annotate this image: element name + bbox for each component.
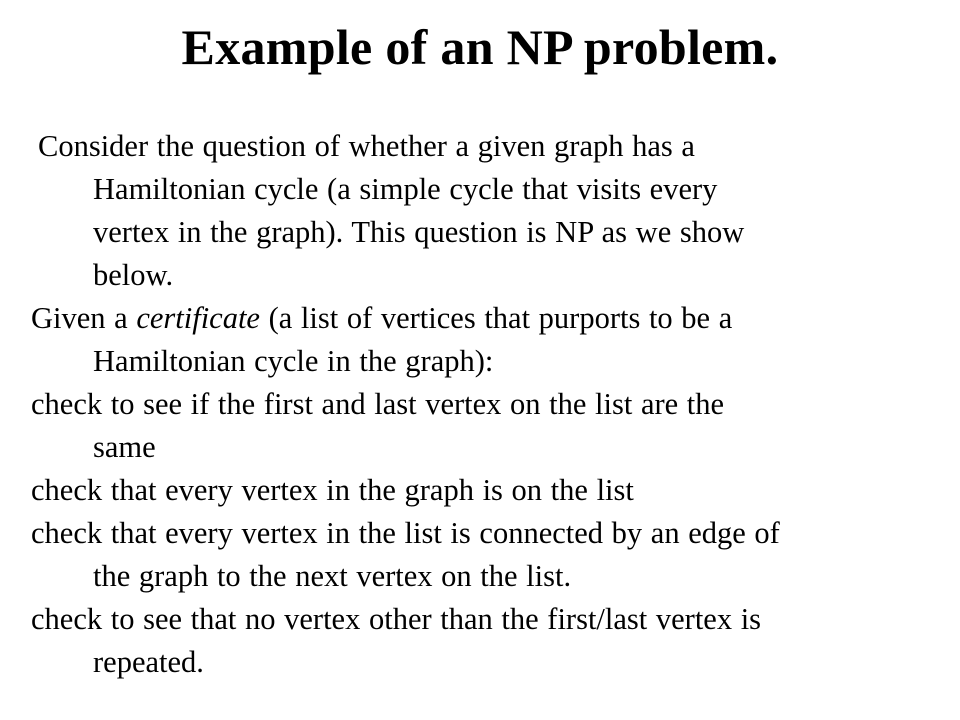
- paragraph-line: check that every vertex in the list is connected by an edge of: [31, 516, 780, 550]
- certificate-emphasis: certificate: [136, 301, 260, 335]
- paragraph-hamiltonian-question: [31, 125, 960, 297]
- paragraph-check-no-repeats: [31, 598, 960, 684]
- paragraph-check-edges: [31, 512, 960, 598]
- paragraph-check-first-last: [31, 383, 960, 469]
- paragraph-line: check to see if the first and last vertex on the list are the: [31, 387, 725, 421]
- paragraph-line: same: [93, 430, 156, 464]
- paragraph-line: the graph to the next vertex on the list.: [93, 559, 572, 593]
- text-run: Given a: [31, 301, 137, 335]
- paragraph-line: repeated.: [93, 645, 204, 679]
- paragraph-line: Hamiltonian cycle (a simple cycle that visits every: [93, 172, 718, 206]
- slide-body: [0, 125, 960, 684]
- paragraph-line: Consider the question of whether a given graph has a: [38, 129, 695, 163]
- paragraph-line: Hamiltonian cycle in the graph):: [93, 344, 494, 378]
- slide-title: Example of an NP problem.: [181, 19, 779, 75]
- text-run: (a list of vertices that purports to be a: [259, 301, 733, 335]
- paragraph-certificate: [31, 297, 960, 383]
- paragraph-line: [31, 297, 960, 340]
- paragraph-line: check that every vertex in the graph is on the list: [31, 473, 634, 507]
- paragraph-line: below.: [93, 258, 174, 292]
- paragraph-line: check to see that no vertex other than the first/last vertex is: [31, 602, 762, 636]
- paragraph-line: vertex in the graph). This question is NP as we show: [93, 215, 745, 249]
- paragraph-check-every-vertex-listed: [31, 469, 960, 512]
